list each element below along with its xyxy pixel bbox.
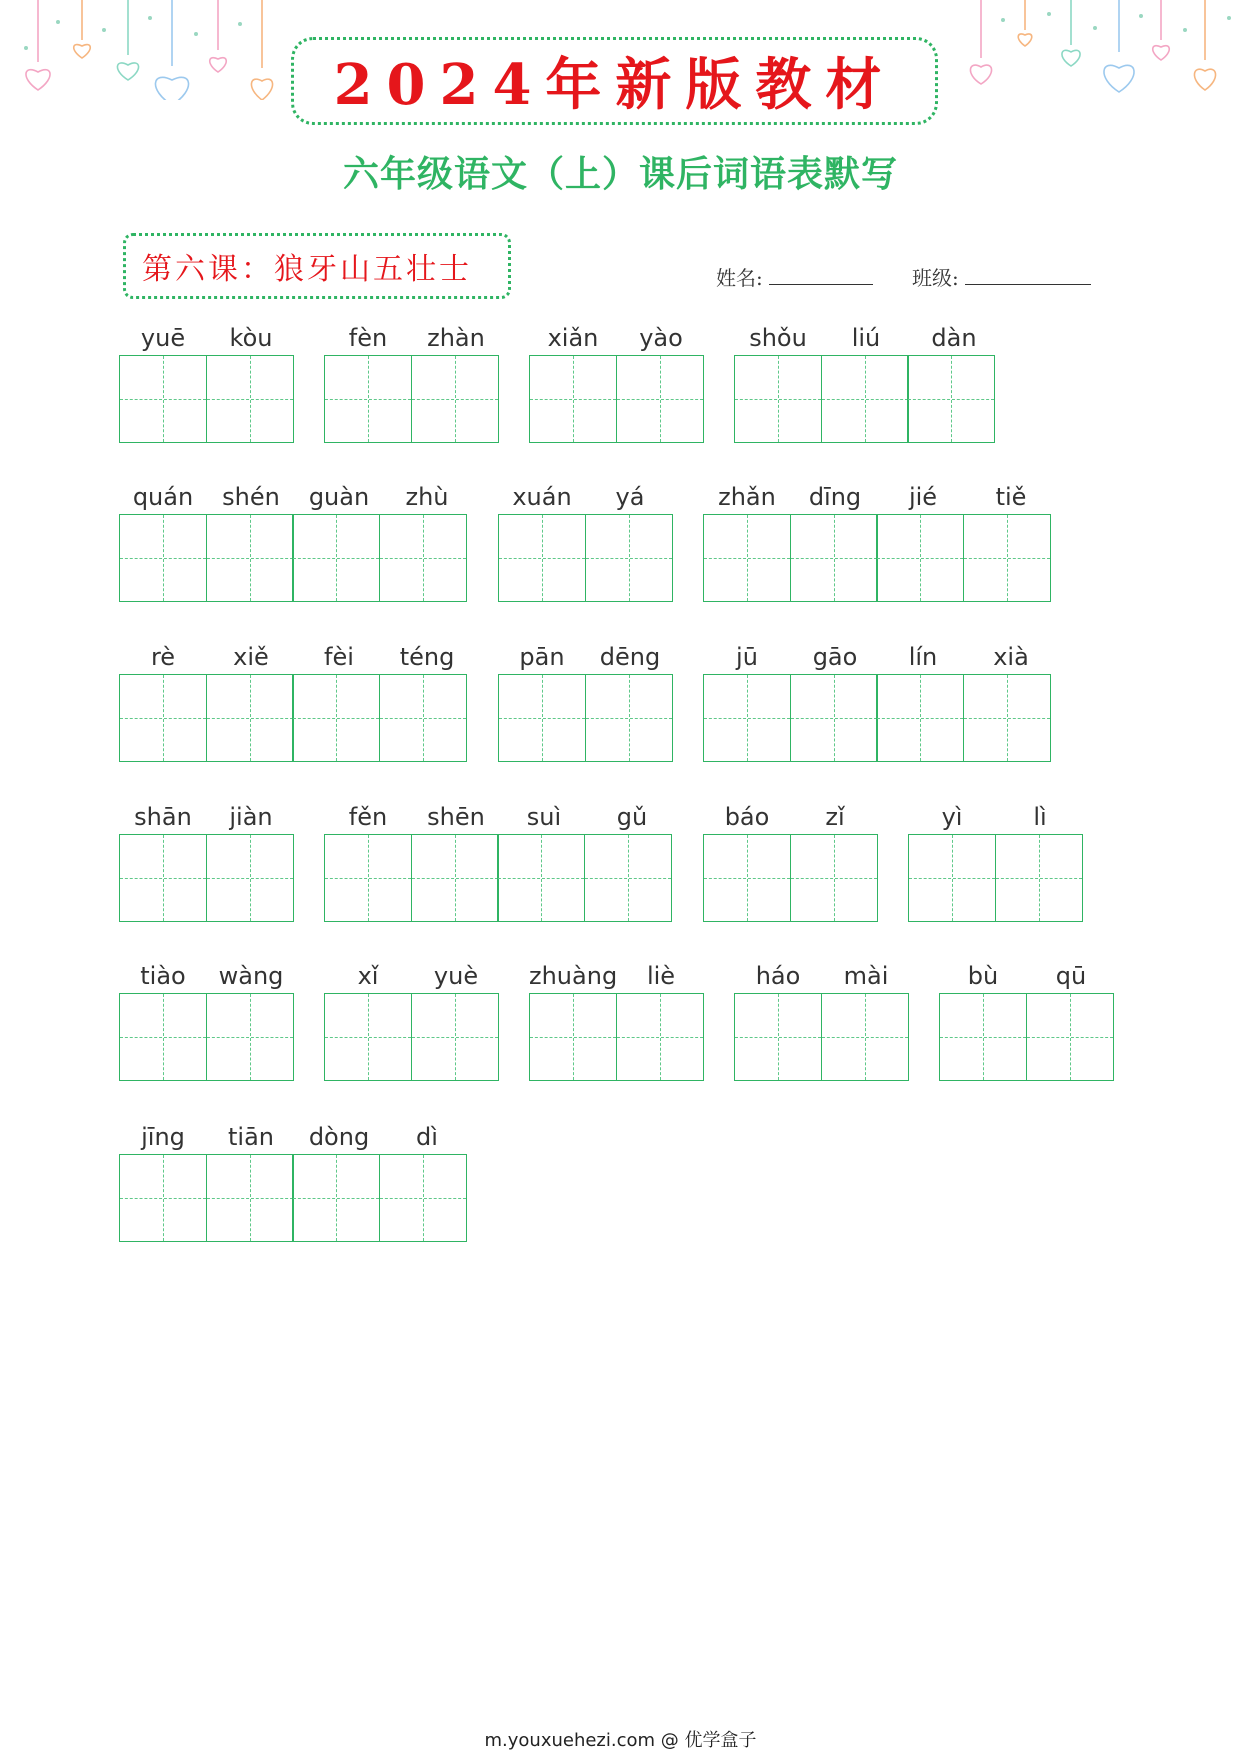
- writing-cell[interactable]: [324, 355, 412, 443]
- pinyin-syllable: zhuàng: [529, 962, 618, 990]
- pinyin-syllable: wàng: [218, 962, 284, 990]
- pinyin-row: [529, 318, 705, 358]
- pinyin-syllable: lì: [1033, 803, 1047, 831]
- pinyin-syllable: shēn: [427, 803, 485, 831]
- writing-cells: [703, 834, 878, 922]
- pinyin-syllable: zhàn: [427, 324, 485, 352]
- pinyin-syllable: téng: [399, 643, 455, 671]
- pinyin-syllable: jū: [736, 643, 758, 671]
- writing-cell[interactable]: [616, 355, 704, 443]
- pinyin-syllable: liè: [646, 962, 676, 990]
- writing-cell[interactable]: [703, 674, 791, 762]
- pinyin-row: [734, 956, 910, 996]
- pinyin-syllable: fèi: [324, 643, 354, 671]
- pinyin-row: [324, 797, 676, 837]
- pinyin-syllable: shǒu: [749, 324, 807, 352]
- writing-cells: [324, 993, 499, 1081]
- pinyin-syllable: gāo: [812, 643, 858, 671]
- pinyin-row: [529, 956, 705, 996]
- pinyin-row: [119, 637, 471, 677]
- pinyin-syllable: xiǎn: [547, 324, 599, 352]
- pinyin-syllable: yuè: [433, 962, 479, 990]
- writing-cell[interactable]: [529, 355, 617, 443]
- pinyin-syllable: jīng: [141, 1123, 185, 1151]
- pinyin-syllable: suì: [526, 803, 562, 831]
- pinyin-syllable: rè: [150, 643, 176, 671]
- pinyin-syllable: xuán: [512, 483, 572, 511]
- writing-cell[interactable]: [876, 674, 964, 762]
- hanging-hearts-left: [0, 0, 300, 100]
- writing-cell[interactable]: [206, 514, 294, 602]
- writing-cell[interactable]: [119, 355, 207, 443]
- pinyin-syllable: shān: [134, 803, 192, 831]
- writing-cells: [498, 674, 673, 762]
- hanging-hearts-right: [961, 0, 1241, 100]
- writing-cell[interactable]: [790, 514, 878, 602]
- pinyin-syllable: fěn: [348, 803, 388, 831]
- writing-cells: [734, 993, 909, 1081]
- writing-cell[interactable]: [529, 993, 617, 1081]
- writing-cell[interactable]: [939, 993, 1027, 1081]
- page-subtitle: 六年级语文（上）课后词语表默写: [342, 154, 898, 195]
- pinyin-syllable: quán: [132, 483, 194, 511]
- writing-cells: [324, 834, 672, 922]
- pinyin-syllable: pān: [519, 643, 565, 671]
- writing-cells: [119, 514, 467, 602]
- pinyin-syllable: dì: [416, 1123, 438, 1151]
- pinyin-syllable: dīng: [808, 483, 862, 511]
- writing-cell[interactable]: [876, 514, 964, 602]
- pinyin-syllable: báo: [724, 803, 770, 831]
- writing-cell[interactable]: [821, 355, 909, 443]
- writing-cell[interactable]: [734, 355, 822, 443]
- pinyin-syllable: tiān: [228, 1123, 274, 1151]
- pinyin-syllable: lín: [908, 643, 938, 671]
- writing-cells: [529, 993, 704, 1081]
- pinyin-syllable: xiě: [233, 643, 269, 671]
- writing-cell[interactable]: [616, 993, 704, 1081]
- pinyin-row: [119, 797, 295, 837]
- pinyin-syllable: zhù: [405, 483, 449, 511]
- writing-cell[interactable]: [995, 834, 1083, 922]
- writing-cell[interactable]: [324, 993, 412, 1081]
- writing-cell[interactable]: [790, 674, 878, 762]
- writing-cell[interactable]: [411, 355, 499, 443]
- pinyin-syllable: yuē: [140, 324, 186, 352]
- writing-cell[interactable]: [206, 355, 294, 443]
- writing-cell[interactable]: [379, 1154, 467, 1242]
- writing-cell[interactable]: [963, 674, 1051, 762]
- pinyin-syllable: jiàn: [229, 803, 273, 831]
- pinyin-row: [498, 477, 674, 517]
- class-label: 班级:: [912, 266, 959, 290]
- pinyin-syllable: zǐ: [825, 803, 845, 831]
- writing-cell[interactable]: [498, 514, 586, 602]
- pinyin-row: [119, 956, 295, 996]
- writing-cells: [119, 1154, 467, 1242]
- writing-cells: [529, 355, 704, 443]
- writing-cell[interactable]: [703, 514, 791, 602]
- writing-cells: [734, 355, 995, 443]
- writing-cell[interactable]: [497, 834, 585, 922]
- pinyin-syllable: gǔ: [616, 803, 648, 831]
- writing-cell[interactable]: [206, 834, 294, 922]
- writing-cells: [119, 834, 294, 922]
- name-field[interactable]: [716, 262, 873, 291]
- writing-cell[interactable]: [821, 993, 909, 1081]
- footer-credit: m.youxuehezi.com @ 优学盒子: [484, 1730, 757, 1751]
- writing-cell[interactable]: [292, 514, 380, 602]
- writing-cells: [119, 993, 294, 1081]
- writing-cell[interactable]: [119, 993, 207, 1081]
- pinyin-row: [703, 797, 879, 837]
- pinyin-row: [703, 637, 1055, 677]
- writing-cell[interactable]: [585, 514, 673, 602]
- writing-cell[interactable]: [206, 674, 294, 762]
- writing-cell[interactable]: [119, 674, 207, 762]
- pinyin-row: [908, 797, 1084, 837]
- writing-cells: [703, 674, 1051, 762]
- pinyin-row: [324, 956, 500, 996]
- pinyin-syllable: háo: [755, 962, 801, 990]
- writing-cells: [908, 834, 1083, 922]
- writing-cell[interactable]: [703, 834, 791, 922]
- writing-cell[interactable]: [963, 514, 1051, 602]
- writing-cell[interactable]: [908, 834, 996, 922]
- pinyin-syllable: tiě: [995, 483, 1027, 511]
- pinyin-syllable: jié: [908, 483, 938, 511]
- pinyin-syllable: dēng: [599, 643, 661, 671]
- pinyin-syllable: guàn: [308, 483, 370, 511]
- writing-cell[interactable]: [292, 1154, 380, 1242]
- writing-cells: [119, 355, 294, 443]
- pinyin-row: [119, 1117, 471, 1157]
- pinyin-syllable: bù: [967, 962, 999, 990]
- writing-cell[interactable]: [734, 993, 822, 1081]
- pinyin-row: [119, 318, 295, 358]
- writing-cell[interactable]: [411, 834, 499, 922]
- writing-cell[interactable]: [379, 514, 467, 602]
- writing-cell[interactable]: [498, 674, 586, 762]
- writing-cell[interactable]: [585, 674, 673, 762]
- writing-cell[interactable]: [907, 355, 995, 443]
- writing-cells: [703, 514, 1051, 602]
- pinyin-syllable: mài: [843, 962, 889, 990]
- pinyin-row: [734, 318, 998, 358]
- writing-cell[interactable]: [119, 514, 207, 602]
- writing-cells: [324, 355, 499, 443]
- writing-cell[interactable]: [411, 993, 499, 1081]
- writing-cell[interactable]: [206, 1154, 294, 1242]
- pinyin-syllable: dàn: [931, 324, 977, 352]
- writing-cells: [119, 674, 467, 762]
- writing-cell[interactable]: [584, 834, 672, 922]
- writing-cell[interactable]: [379, 674, 467, 762]
- lesson-banner: [123, 233, 511, 299]
- writing-cells: [939, 993, 1114, 1081]
- pinyin-syllable: zhǎn: [718, 483, 776, 511]
- class-blank[interactable]: [965, 266, 1091, 285]
- pinyin-syllable: kòu: [229, 324, 273, 352]
- writing-cell[interactable]: [790, 834, 878, 922]
- pinyin-syllable: tiào: [140, 962, 186, 990]
- pinyin-syllable: fèn: [348, 324, 388, 352]
- page-title: 2024年新版教材: [333, 52, 896, 118]
- writing-cell[interactable]: [119, 834, 207, 922]
- pinyin-syllable: shén: [222, 483, 280, 511]
- writing-cell[interactable]: [206, 993, 294, 1081]
- pinyin-syllable: dòng: [308, 1123, 370, 1151]
- pinyin-syllable: liú: [851, 324, 881, 352]
- pinyin-row: [498, 637, 674, 677]
- pinyin-syllable: yào: [639, 324, 683, 352]
- lesson-title: 第六课：狼牙山五壮士: [142, 252, 472, 287]
- pinyin-row: [119, 477, 471, 517]
- writing-cell[interactable]: [292, 674, 380, 762]
- pinyin-row: [324, 318, 500, 358]
- writing-cell[interactable]: [1026, 993, 1114, 1081]
- writing-cells: [498, 514, 673, 602]
- pinyin-syllable: xǐ: [357, 962, 379, 990]
- pinyin-row: [939, 956, 1115, 996]
- name-label: 姓名:: [716, 266, 763, 290]
- class-field[interactable]: [912, 262, 1091, 291]
- name-blank[interactable]: [769, 266, 873, 285]
- pinyin-row: [703, 477, 1055, 517]
- writing-cell[interactable]: [119, 1154, 207, 1242]
- title-banner: [291, 37, 938, 125]
- writing-cell[interactable]: [324, 834, 412, 922]
- pinyin-syllable: yá: [615, 483, 645, 511]
- pinyin-syllable: qū: [1055, 962, 1087, 990]
- pinyin-syllable: xià: [993, 643, 1029, 671]
- pinyin-syllable: yì: [941, 803, 963, 831]
